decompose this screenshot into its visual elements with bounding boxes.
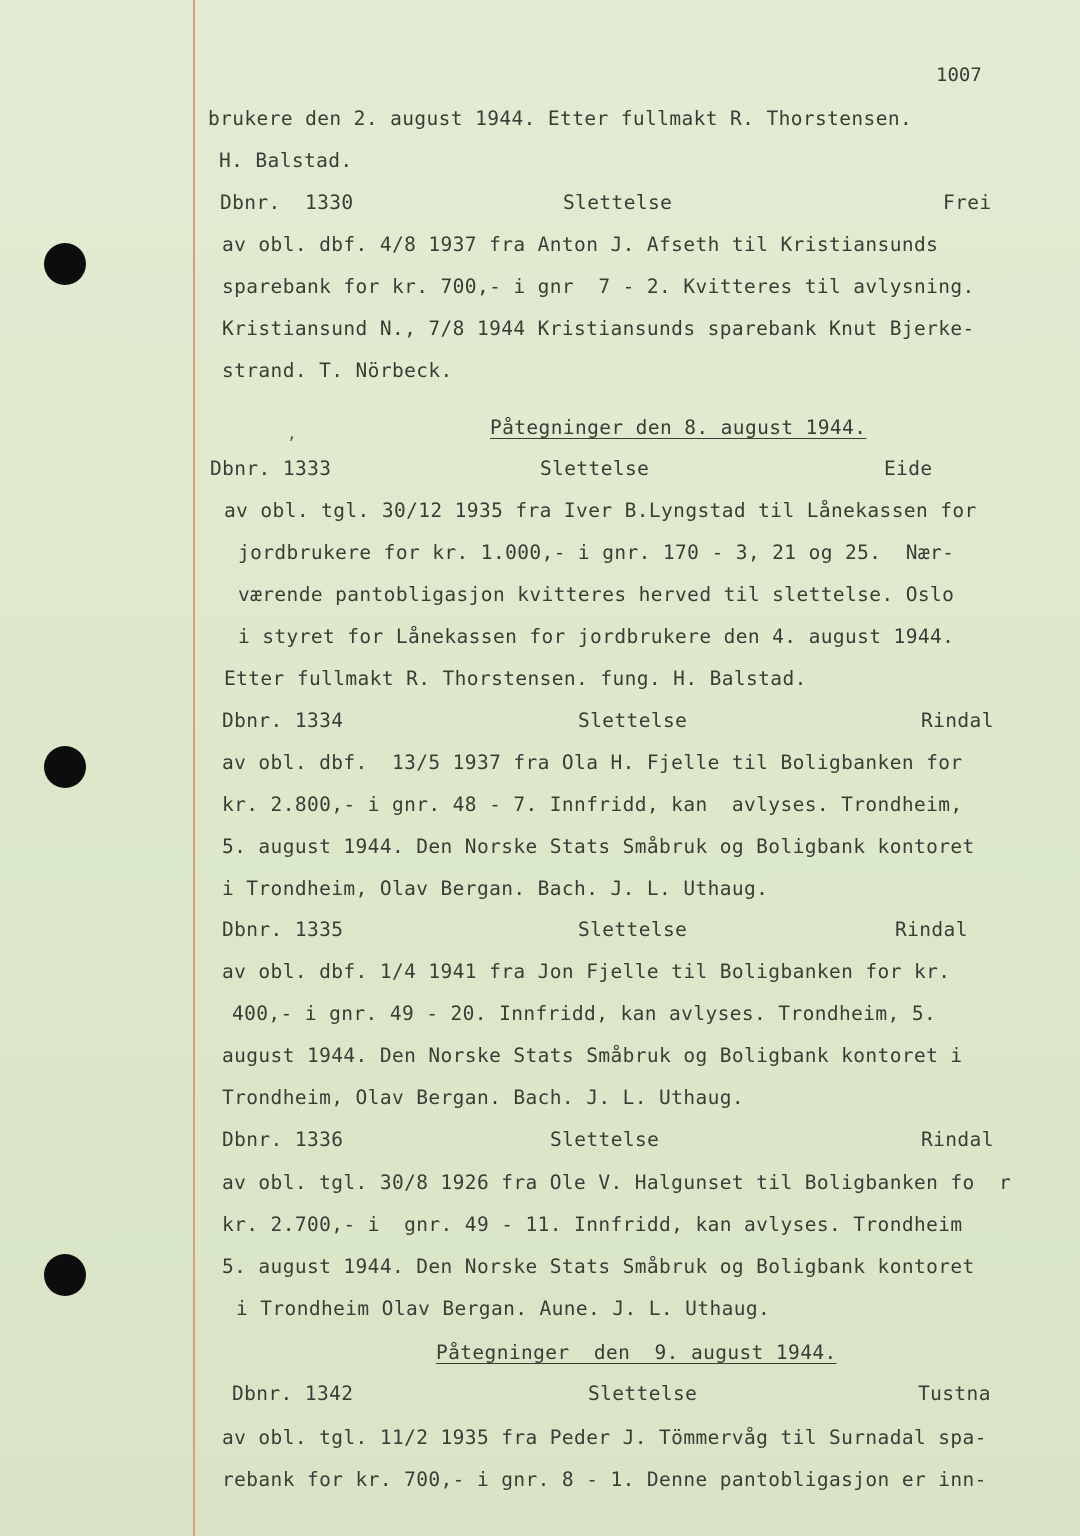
text-line: kr. 2.800,- i gnr. 48 - 7. Innfridd, kan avlyses. Trondheim, bbox=[222, 793, 963, 816]
entry-number: Dbnr. 1342 bbox=[232, 1382, 354, 1405]
text-line: sparebank for kr. 700,- i gnr 7 - 2. Kvitteres til avlysning. bbox=[222, 275, 975, 298]
text-line: værende pantobligasjon kvitteres herved til slettelse. Oslo bbox=[238, 583, 955, 606]
entry-number: Dbnr. 1334 bbox=[222, 709, 344, 732]
text-line: jordbrukere for kr. 1.000,- i gnr. 170 - 3, 21 og 25. Nær- bbox=[238, 541, 955, 564]
text-line: 400,- i gnr. 49 - 20. Innfridd, kan avlyses. Trondheim, 5. bbox=[232, 1002, 937, 1025]
entry-number: Dbnr. 1335 bbox=[222, 918, 344, 941]
text-line: i Trondheim Olav Bergan. Aune. J. L. Uthaug. bbox=[236, 1297, 771, 1320]
entry-place: Rindal bbox=[921, 1128, 994, 1151]
text-line: i styret for Lånekassen for jordbrukere den 4. august 1944. bbox=[238, 625, 955, 648]
entry-place: Tustna bbox=[918, 1382, 991, 1405]
text-line: 5. august 1944. Den Norske Stats Småbruk og Boligbank kontoret bbox=[222, 835, 975, 858]
page-number: 1007 bbox=[936, 64, 982, 86]
entry-place: Rindal bbox=[921, 709, 994, 732]
entry-type: Slettelse bbox=[588, 1382, 698, 1405]
text-line: august 1944. Den Norske Stats Småbruk og Boligbank kontoret i bbox=[222, 1044, 963, 1067]
entry-number: Dbnr. 1333 bbox=[210, 457, 332, 480]
entry-type: Slettelse bbox=[563, 191, 673, 214]
entry-type: Slettelse bbox=[550, 1128, 660, 1151]
text-line: av obl. tgl. 30/8 1926 fra Ole V. Halgunset til Boligbanken fo r bbox=[222, 1171, 1012, 1194]
punch-hole bbox=[44, 746, 86, 788]
entry-place: Eide bbox=[884, 457, 933, 480]
text-line: Etter fullmakt R. Thorstensen. fung. H. Balstad. bbox=[224, 667, 807, 690]
text-line: Kristiansund N., 7/8 1944 Kristiansunds sparebank Knut Bjerke- bbox=[222, 317, 975, 340]
entry-type: Slettelse bbox=[540, 457, 650, 480]
entry-number: Dbnr. 1336 bbox=[222, 1128, 344, 1151]
text-line: rebank for kr. 700,- i gnr. 8 - 1. Denne pantobligasjon er inn- bbox=[222, 1468, 987, 1491]
text-line: kr. 2.700,- i gnr. 49 - 11. Innfridd, kan avlyses. Trondheim bbox=[222, 1213, 963, 1236]
text-line: av obl. dbf. 4/8 1937 fra Anton J. Afseth til Kristiansunds bbox=[222, 233, 939, 256]
margin-rule bbox=[193, 0, 195, 1536]
entry-place: Frei bbox=[943, 191, 992, 214]
entry-place: Rindal bbox=[895, 918, 968, 941]
section-heading: Påtegninger den 9. august 1944. bbox=[436, 1341, 837, 1364]
text-line: H. Balstad. bbox=[219, 149, 353, 172]
punch-hole bbox=[44, 1254, 86, 1296]
entry-number: Dbnr. 1330 bbox=[220, 191, 354, 214]
text-line: brukere den 2. august 1944. Etter fullmakt R. Thorstensen. bbox=[208, 107, 913, 130]
text-line: av obl. dbf. 1/4 1941 fra Jon Fjelle til Boligbanken for kr. bbox=[222, 960, 951, 983]
text-line: Trondheim, Olav Bergan. Bach. J. L. Uthaug. bbox=[222, 1086, 745, 1109]
stray-mark: , bbox=[287, 424, 297, 443]
text-line: 5. august 1944. Den Norske Stats Småbruk og Boligbank kontoret bbox=[222, 1255, 975, 1278]
text-line: av obl. dbf. 13/5 1937 fra Ola H. Fjelle til Boligbanken for bbox=[222, 751, 963, 774]
text-line: i Trondheim, Olav Bergan. Bach. J. L. Uthaug. bbox=[222, 877, 769, 900]
text-line: av obl. tgl. 11/2 1935 fra Peder J. Tömmervåg til Surnadal spa- bbox=[222, 1426, 987, 1449]
entry-type: Slettelse bbox=[578, 709, 688, 732]
entry-type: Slettelse bbox=[578, 918, 688, 941]
text-line: av obl. tgl. 30/12 1935 fra Iver B.Lyngstad til Lånekassen for bbox=[224, 499, 977, 522]
section-heading: Påtegninger den 8. august 1944. bbox=[490, 416, 867, 439]
text-line: strand. T. Nörbeck. bbox=[222, 359, 453, 382]
punch-hole bbox=[44, 243, 86, 285]
